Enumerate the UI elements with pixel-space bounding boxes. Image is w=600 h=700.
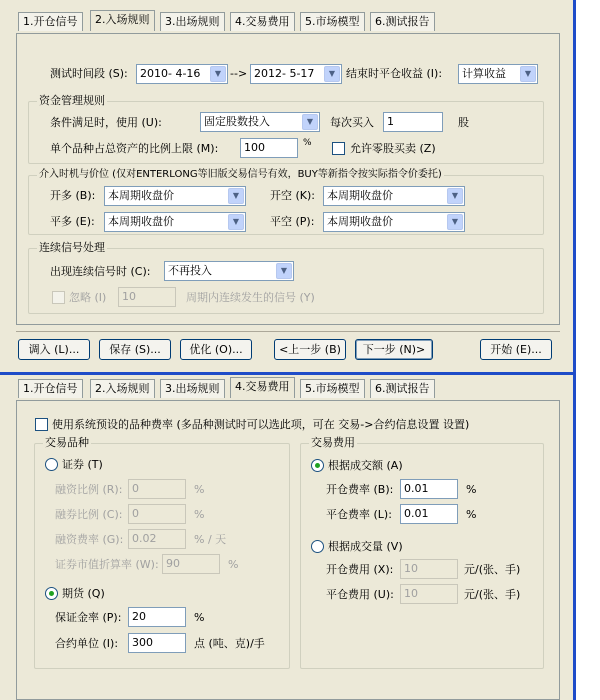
by-amount-radio[interactable]	[311, 459, 324, 472]
contract-unit-label: 合约单位 (I):	[55, 637, 119, 650]
financing-ratio-label: 融资比例 (R):	[55, 483, 123, 496]
next-step-button[interactable]: 下一步 (N)>	[355, 339, 433, 360]
each-buy-unit: 股	[458, 116, 469, 129]
close-profit-label: 结束时平仓收益 (I):	[346, 67, 443, 80]
ignore-label: 忽略 (I)	[69, 291, 107, 304]
margin-label: 保证金率 (P):	[55, 611, 122, 624]
tab-6[interactable]: 6.测试报告	[370, 379, 435, 398]
top-tab-strip	[18, 12, 558, 34]
chevron-down-icon: ▼	[228, 188, 244, 204]
tab-3[interactable]: 3.出场规则	[160, 12, 225, 31]
financing-rate-input[interactable]: 0.02	[128, 529, 186, 549]
load-button[interactable]: 调入 (L)...	[18, 339, 90, 360]
allow-odd-label: 允许零股买卖 (Z)	[350, 142, 436, 155]
close-rate-unit: %	[466, 508, 477, 521]
open-rate-label: 开仓费率 (B):	[326, 483, 394, 496]
each-buy-input[interactable]: 1	[383, 112, 443, 132]
lending-ratio-input[interactable]: 0	[128, 504, 186, 524]
close-rate-label: 平仓费率 (L):	[326, 508, 392, 521]
end-date-picker[interactable]: 2012- 5-17 ▼	[250, 64, 342, 84]
money-management-title: 资金管理规则	[39, 94, 105, 107]
start-button[interactable]: 开始 (E)...	[480, 339, 552, 360]
trading-fees-panel	[0, 375, 573, 700]
securities-label: 证券 (T)	[62, 458, 103, 471]
window-border	[573, 375, 576, 700]
open-rate-unit: %	[466, 483, 477, 496]
tab-6[interactable]: 6.测试报告	[370, 12, 435, 31]
prev-step-button[interactable]: <上一步 (B)	[274, 339, 346, 360]
optimize-button[interactable]: 优化 (O)...	[180, 339, 252, 360]
contract-unit-suffix: 点 (吨、克)/手	[194, 637, 265, 650]
financing-rate-unit: % / 天	[194, 533, 227, 546]
by-volume-label: 根据成交量 (V)	[328, 540, 403, 553]
market-rate-label: 证券市值折算率 (W):	[55, 558, 159, 571]
tab-1[interactable]: 1.开仓信号	[18, 12, 83, 31]
ignore-checkbox[interactable]	[52, 291, 65, 304]
continuous-when-select[interactable]: 不再投入 ▼	[164, 261, 294, 281]
period-label: 测试时间段 (S):	[50, 67, 128, 80]
open-fee-input[interactable]: 10	[400, 559, 458, 579]
condition-label: 条件满足时，使用 (U):	[50, 116, 162, 129]
chevron-down-icon: ▼	[276, 263, 292, 279]
tab-1[interactable]: 1.开仓信号	[18, 379, 83, 398]
ratio-label: 单个品种占总资产的比例上限 (M):	[50, 142, 219, 155]
close-fee-unit: 元/(张、手)	[464, 588, 521, 601]
chevron-down-icon: ▼	[447, 188, 463, 204]
financing-rate-label: 融资费率 (G):	[55, 533, 124, 546]
ignore-input[interactable]: 10	[118, 287, 176, 307]
close-long-select[interactable]: 本周期收盘价 ▼	[104, 212, 246, 232]
continuous-title: 连续信号处理	[39, 241, 105, 254]
each-buy-label: 每次买入	[330, 116, 374, 129]
lending-ratio-unit: %	[194, 508, 205, 521]
ratio-unit: %	[303, 138, 312, 148]
tab-4[interactable]: 4.交易费用	[230, 12, 295, 31]
use-default-label: 使用系统预设的品种费率 (多品种测试时可以选此项，可在 交易->合约信息设置 设置)	[52, 418, 470, 431]
open-long-label: 开多 (B):	[50, 189, 96, 202]
fees-title: 交易费用	[311, 436, 355, 449]
allow-odd-checkbox[interactable]	[332, 142, 345, 155]
chevron-down-icon: ▼	[324, 66, 340, 82]
variety-title: 交易品种	[45, 436, 89, 449]
lending-ratio-label: 融券比例 (C):	[55, 508, 123, 521]
by-amount-label: 根据成交额 (A)	[328, 459, 403, 472]
futures-label: 期货 (Q)	[62, 587, 105, 600]
contract-unit-input[interactable]: 300	[128, 633, 186, 653]
close-rate-input[interactable]: 0.01	[400, 504, 458, 524]
open-short-label: 开空 (K):	[270, 189, 315, 202]
by-volume-radio[interactable]	[311, 540, 324, 553]
open-fee-label: 开仓费用 (X):	[326, 563, 394, 576]
chevron-down-icon: ▼	[520, 66, 536, 82]
margin-input[interactable]: 20	[128, 607, 186, 627]
tab-4[interactable]: 4.交易费用	[230, 377, 295, 398]
tab-2[interactable]: 2.入场规则	[90, 10, 155, 31]
securities-radio[interactable]	[45, 458, 58, 471]
close-profit-select[interactable]: 计算收益 ▼	[458, 64, 538, 84]
ignore-suffix: 周期内连续发生的信号 (Y)	[186, 291, 315, 304]
open-rate-input[interactable]: 0.01	[400, 479, 458, 499]
financing-ratio-unit: %	[194, 483, 205, 496]
start-date-picker[interactable]: 2010- 4-16 ▼	[136, 64, 228, 84]
tab-3[interactable]: 3.出场规则	[160, 379, 225, 398]
chevron-down-icon: ▼	[302, 114, 318, 130]
chevron-down-icon: ▼	[228, 214, 244, 230]
close-fee-input[interactable]: 10	[400, 584, 458, 604]
continuous-when-label: 出现连续信号时 (C):	[50, 265, 151, 278]
tab-5[interactable]: 5.市场模型	[300, 12, 365, 31]
bottom-tab-strip	[18, 379, 558, 401]
open-fee-unit: 元/(张、手)	[464, 563, 521, 576]
date-arrow: -->	[230, 67, 248, 80]
tab-2[interactable]: 2.入场规则	[90, 379, 155, 398]
margin-unit: %	[194, 611, 205, 624]
chevron-down-icon: ▼	[210, 66, 226, 82]
save-button[interactable]: 保存 (S)...	[99, 339, 171, 360]
timing-title: 介入时机与价位 (仅对ENTERLONG等旧版交易信号有效，BUY等新指令按实际指令价委托)	[39, 169, 442, 180]
close-short-label: 平空 (P):	[270, 215, 315, 228]
window-border	[573, 0, 576, 372]
close-short-select[interactable]: 本周期收盘价 ▼	[323, 212, 465, 232]
ratio-input[interactable]: 100	[240, 138, 298, 158]
open-long-select[interactable]: 本周期收盘价 ▼	[104, 186, 246, 206]
open-short-select[interactable]: 本周期收盘价 ▼	[323, 186, 465, 206]
financing-ratio-input[interactable]: 0	[128, 479, 186, 499]
fees-group	[300, 436, 544, 669]
tab-5[interactable]: 5.市场模型	[300, 379, 365, 398]
market-rate-input[interactable]: 90	[162, 554, 220, 574]
close-long-label: 平多 (E):	[50, 215, 95, 228]
use-default-checkbox[interactable]	[35, 418, 48, 431]
market-rate-unit: %	[228, 558, 239, 571]
close-fee-label: 平仓费用 (U):	[326, 588, 394, 601]
futures-radio[interactable]	[45, 587, 58, 600]
chevron-down-icon: ▼	[447, 214, 463, 230]
condition-select[interactable]: 固定股数投入 ▼	[200, 112, 320, 132]
